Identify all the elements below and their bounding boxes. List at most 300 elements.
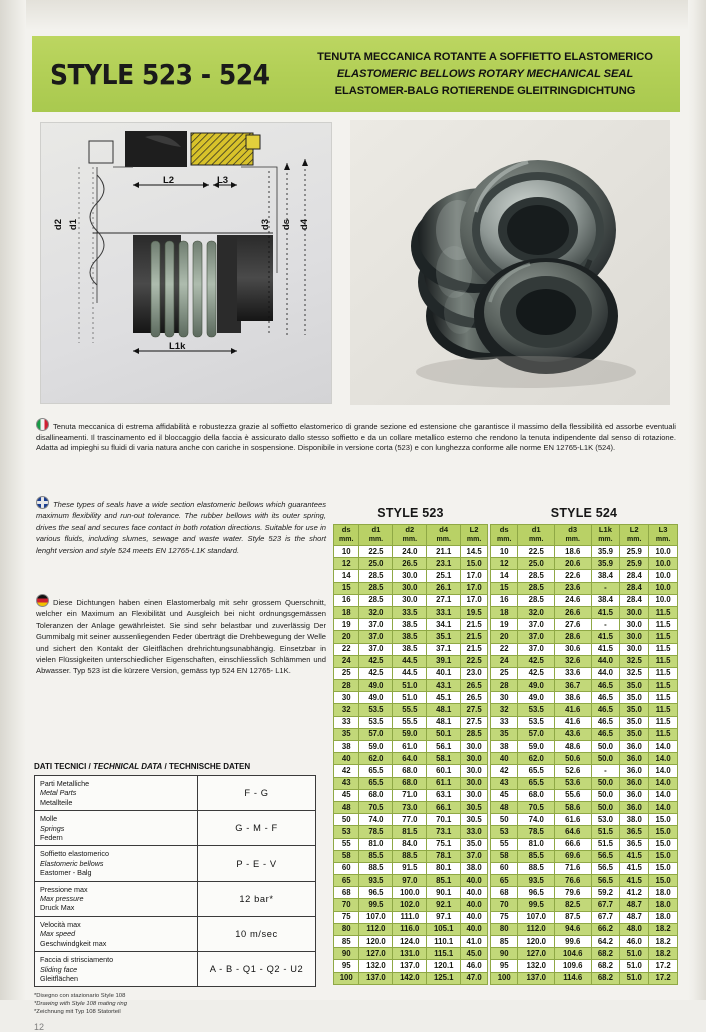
- table-523-cell-d4: 40.1: [427, 667, 461, 679]
- table-524-cell-L1k: 35.9: [591, 558, 620, 570]
- table-524-cell-d1: 68.0: [518, 789, 555, 801]
- table-524-cell-L3: 11.5: [649, 692, 678, 704]
- table-524-cell-L2: 46.0: [620, 936, 649, 948]
- table-524-cell-ds: 45: [491, 789, 518, 801]
- table-523-cell-d2: 24.0: [393, 546, 427, 558]
- table-523-cell-L2: 21.5: [461, 643, 488, 655]
- table-523-cell-d2: 131.0: [393, 948, 427, 960]
- table-524-cell-d1: 28.5: [518, 570, 555, 582]
- table-524-cell-d1: 112.0: [518, 923, 555, 935]
- table-523-row: [334, 667, 488, 679]
- table-524-row: [491, 765, 678, 777]
- table-523-cell-ds: 48: [334, 801, 359, 813]
- table-524-cell-L2: 35.0: [620, 704, 649, 716]
- table-524-cell-ds: 58: [491, 850, 518, 862]
- table-523-cell-d4: 34.1: [427, 619, 461, 631]
- table-524-title: STYLE 524: [550, 506, 618, 520]
- table-523-cell-ds: 15: [334, 582, 359, 594]
- banner-subtitle-en: ELASTOMERIC BELLOWS ROTARY MECHANICAL SEAL: [336, 67, 634, 80]
- table-524-row: [491, 923, 678, 935]
- technical-data-value: P - E - V: [198, 846, 316, 881]
- technical-data-row: [35, 811, 316, 846]
- table-524-row: [491, 753, 678, 765]
- table-524-cell-L3: 15.0: [649, 850, 678, 862]
- table-523-cell-ds: 80: [334, 923, 359, 935]
- table-524-cell-d1: 65.5: [518, 777, 555, 789]
- table-524-cell-ds: 12: [491, 558, 518, 570]
- table-524-cell-L1k: 59.2: [591, 887, 620, 899]
- table-523-cell-ds: 85: [334, 936, 359, 948]
- table-524-cell-d3: 50.6: [554, 753, 591, 765]
- table-523-cell-d2: 30.0: [393, 582, 427, 594]
- table-523-col-d4: d4 mm.: [427, 525, 461, 546]
- table-524-cell-L2: 25.9: [620, 558, 649, 570]
- technical-data-label: Velocità max Max speed Geschwindgkeit max: [35, 916, 198, 951]
- table-523-cell-d2: 84.0: [393, 838, 427, 850]
- table-523-cell-d2: 124.0: [393, 936, 427, 948]
- table-523-cell-d4: 27.1: [427, 594, 461, 606]
- table-524-header-row: [491, 525, 678, 546]
- table-523-cell-d1: 88.5: [359, 862, 393, 874]
- table-524-cell-d1: 37.0: [518, 631, 555, 643]
- table-524-cell-d3: 64.6: [554, 826, 591, 838]
- table-524-row: [491, 546, 678, 558]
- table-524-cell-L1k: 56.5: [591, 862, 620, 874]
- table-523-cell-d4: 63.1: [427, 789, 461, 801]
- technical-data-table: [34, 775, 316, 987]
- table-524-cell-ds: 60: [491, 862, 518, 874]
- table-524-cell-d1: 65.5: [518, 765, 555, 777]
- table-523-cell-d2: 59.0: [393, 728, 427, 740]
- table-523-row: [334, 546, 488, 558]
- table-524-cell-d1: 88.5: [518, 862, 555, 874]
- technical-data-label: Pressione max Max pressure Druck Max: [35, 881, 198, 916]
- table-524-cell-d3: 114.6: [554, 972, 591, 984]
- table-523-cell-L2: 22.5: [461, 655, 488, 667]
- table-524-cell-L3: 11.5: [649, 716, 678, 728]
- table-524-cell-d3: 61.6: [554, 814, 591, 826]
- table-523-row: [334, 777, 488, 789]
- table-524-cell-d1: 107.0: [518, 911, 555, 923]
- table-524-cell-L2: 48.7: [620, 899, 649, 911]
- table-523-row: [334, 801, 488, 813]
- table-523-cell-d2: 91.5: [393, 862, 427, 874]
- table-524-cell-L3: 15.0: [649, 875, 678, 887]
- table-523-cell-d4: 37.1: [427, 643, 461, 655]
- table-523-cell-d1: 120.0: [359, 936, 393, 948]
- table-523-header-row: [334, 525, 488, 546]
- table-523-cell-d1: 99.5: [359, 899, 393, 911]
- table-524-cell-d1: 49.0: [518, 692, 555, 704]
- table-524-row: [491, 594, 678, 606]
- table-523-cell-d2: 44.5: [393, 667, 427, 679]
- table-524-cell-L2: 41.5: [620, 875, 649, 887]
- table-524-cell-L2: 28.4: [620, 594, 649, 606]
- technical-data-row: [35, 881, 316, 916]
- table-524-cell-L3: 11.5: [649, 619, 678, 631]
- table-524-cell-L3: 15.0: [649, 862, 678, 874]
- table-523-row: [334, 936, 488, 948]
- table-524-cell-ds: 32: [491, 704, 518, 716]
- table-523-cell-L2: 40.0: [461, 899, 488, 911]
- table-523-cell-L2: 47.0: [461, 972, 488, 984]
- table-524-cell-d1: 74.0: [518, 814, 555, 826]
- table-523-cell-L2: 30.0: [461, 777, 488, 789]
- table-524-cell-d1: 120.0: [518, 936, 555, 948]
- table-524-cell-d3: 36.7: [554, 680, 591, 692]
- table-523-cell-d4: 110.1: [427, 936, 461, 948]
- table-524-cell-d3: 104.6: [554, 948, 591, 960]
- table-523-row: [334, 692, 488, 704]
- table-523-cell-d1: 49.0: [359, 692, 393, 704]
- table-524-cell-d3: 24.6: [554, 594, 591, 606]
- table-523-cell-d2: 61.0: [393, 741, 427, 753]
- table-524-cell-L1k: 68.2: [591, 972, 620, 984]
- technical-data-label: Parti Metalliche Metal Parts Metallteile: [35, 776, 198, 811]
- table-524-cell-ds: 65: [491, 875, 518, 887]
- table-523-cell-d4: 70.1: [427, 814, 461, 826]
- table-523-row: [334, 838, 488, 850]
- table-523-cell-L2: 17.0: [461, 594, 488, 606]
- table-524-cell-ds: 55: [491, 838, 518, 850]
- description-german: [36, 594, 326, 677]
- table-524-cell-d1: 22.5: [518, 546, 555, 558]
- table-524-cell-d3: 18.6: [554, 546, 591, 558]
- table-523-cell-d4: 50.1: [427, 728, 461, 740]
- table-523-cell-d1: 93.5: [359, 875, 393, 887]
- table-524-cell-L3: 10.0: [649, 582, 678, 594]
- table-523-cell-d4: 23.1: [427, 558, 461, 570]
- table-524-cell-L1k: 46.5: [591, 704, 620, 716]
- table-523-cell-L2: 35.0: [461, 838, 488, 850]
- table-524-row: [491, 826, 678, 838]
- tech-heading-sep-2: /: [162, 762, 169, 771]
- table-523-cell-L2: 23.0: [461, 667, 488, 679]
- table-524-cell-d3: 109.6: [554, 960, 591, 972]
- table-523-cell-d2: 51.0: [393, 680, 427, 692]
- table-524-row: [491, 582, 678, 594]
- table-524-cell-d1: 59.0: [518, 741, 555, 753]
- table-524-cell-L2: 36.0: [620, 765, 649, 777]
- dimension-table-524: [490, 524, 678, 985]
- table-523-cell-d1: 42.5: [359, 667, 393, 679]
- table-524-cell-ds: 100: [491, 972, 518, 984]
- table-523-cell-L2: 21.5: [461, 619, 488, 631]
- table-523-cell-d4: 25.1: [427, 570, 461, 582]
- table-524-cell-L2: 35.0: [620, 728, 649, 740]
- table-524-cell-L1k: -: [591, 582, 620, 594]
- table-523-cell-L2: 33.0: [461, 826, 488, 838]
- table-524-cell-ds: 30: [491, 692, 518, 704]
- table-524-cell-L2: 36.5: [620, 826, 649, 838]
- table-523-cell-d2: 97.0: [393, 875, 427, 887]
- table-524-row: [491, 680, 678, 692]
- table-523-row: [334, 753, 488, 765]
- table-523-cell-d2: 71.0: [393, 789, 427, 801]
- table-524-cell-L2: 30.0: [620, 631, 649, 643]
- table-524-cell-d3: 76.6: [554, 875, 591, 887]
- table-523-cell-ds: 42: [334, 765, 359, 777]
- table-524-cell-L1k: 41.5: [591, 606, 620, 618]
- table-523-cell-ds: 45: [334, 789, 359, 801]
- table-523-cell-d4: 92.1: [427, 899, 461, 911]
- description-italian-text: Tenuta meccanica di estrema affidabilità e robustezza grazie al soffietto elastomerico di grande sezione ed estensione che garantisce il massimo della flessibilità ed assorbe eventuali disallineamenti. Il trascinamento ed il bloccaggio della faccia è assicurato dallo stesso soffietto e da un collare metallico esterno che rendono la tenuta indipendente dal senso di rotazione. Adatta ad impieghi su fluidi di varia natura anche con cariche in sospensione. Disponibile in versione corta (523) e con lunghezza conforme alle norme EN 12765-L1K (524).: [36, 422, 676, 453]
- table-523-cell-L2: 38.0: [461, 862, 488, 874]
- table-523-cell-d1: 78.5: [359, 826, 393, 838]
- table-524-row: [491, 960, 678, 972]
- table-523-row: [334, 680, 488, 692]
- table-524-cell-ds: 33: [491, 716, 518, 728]
- table-524-cell-L3: 11.5: [649, 631, 678, 643]
- table-524-cell-d3: 48.6: [554, 741, 591, 753]
- table-524-cell-L3: 14.0: [649, 741, 678, 753]
- table-524-cell-L1k: 35.9: [591, 546, 620, 558]
- table-523-row: [334, 606, 488, 618]
- seal-photo-svg: [350, 120, 670, 405]
- footnote: *Drawing with Style 108 mating ring: [34, 1001, 127, 1008]
- banner-subtitle-it: TENUTA MECCANICA ROTANTE A SOFFIETTO ELASTOMERICO: [317, 50, 653, 63]
- table-523-cell-ds: 40: [334, 753, 359, 765]
- table-524-cell-L2: 48.0: [620, 923, 649, 935]
- table-523-cell-d1: 65.5: [359, 777, 393, 789]
- table-524-cell-ds: 35: [491, 728, 518, 740]
- dimension-table-524-wrapper: [490, 506, 678, 985]
- seal-cross-section-svg: [41, 123, 331, 403]
- table-524-cell-L3: 17.2: [649, 960, 678, 972]
- table-523-row: [334, 716, 488, 728]
- description-english-text: These types of seals have a wide section elastomeric bellows which guarantees maximum flexibility and run-out tolerance. The rubber bellows with its outer spring, drives the seal and secures face contact in both rotation directions. Suitable for use in various fluids, including slumes, sewage and waste water. Style 523 is the short lenght version and style 524 meets EN 12765-L1K standard.: [36, 500, 326, 555]
- table-524-cell-L3: 18.2: [649, 948, 678, 960]
- table-523-cell-L2: 21.5: [461, 631, 488, 643]
- table-524-cell-d1: 57.0: [518, 728, 555, 740]
- table-524-row: [491, 655, 678, 667]
- table-524-cell-L2: 41.5: [620, 862, 649, 874]
- table-524-cell-d1: 42.5: [518, 667, 555, 679]
- table-524-cell-ds: 43: [491, 777, 518, 789]
- table-524-col-L1k: L1k mm.: [591, 525, 620, 546]
- table-524-cell-d1: 78.5: [518, 826, 555, 838]
- tech-heading-it: DATI TECNICI: [34, 762, 87, 771]
- table-524-col-ds: ds mm.: [491, 525, 518, 546]
- table-523-cell-d1: 28.5: [359, 582, 393, 594]
- table-523-cell-d1: 22.5: [359, 546, 393, 558]
- table-524-cell-d1: 127.0: [518, 948, 555, 960]
- table-524-cell-d3: 27.6: [554, 619, 591, 631]
- table-524-cell-L3: 10.0: [649, 546, 678, 558]
- table-524-cell-L2: 30.0: [620, 643, 649, 655]
- table-523-cell-ds: 75: [334, 911, 359, 923]
- table-524-cell-L3: 14.0: [649, 801, 678, 813]
- table-523-cell-d1: 65.5: [359, 765, 393, 777]
- technical-data-value: A - B - Q1 - Q2 - U2: [198, 952, 316, 987]
- table-523-cell-L2: 17.0: [461, 582, 488, 594]
- table-523-row: [334, 826, 488, 838]
- technical-data-value: 10 m/sec: [198, 916, 316, 951]
- table-523-row: [334, 704, 488, 716]
- table-524-cell-L1k: 50.0: [591, 801, 620, 813]
- technical-drawing: [40, 122, 332, 404]
- table-523-cell-d1: 132.0: [359, 960, 393, 972]
- table-524-row: [491, 875, 678, 887]
- table-523-cell-L2: 27.5: [461, 716, 488, 728]
- table-523-row: [334, 875, 488, 887]
- table-523-cell-d2: 51.0: [393, 692, 427, 704]
- table-523-cell-d1: 96.5: [359, 887, 393, 899]
- table-523-cell-d4: 56.1: [427, 741, 461, 753]
- table-524-cell-L1k: 41.5: [591, 631, 620, 643]
- table-524-cell-L1k: 46.5: [591, 716, 620, 728]
- table-524-cell-L1k: 50.0: [591, 753, 620, 765]
- table-523-col-d2: d2 mm.: [393, 525, 427, 546]
- banner-subtitle-de: ELASTOMER-BALG ROTIERENDE GLEITRINGDICHTUNG: [334, 84, 636, 97]
- table-524-cell-ds: 40: [491, 753, 518, 765]
- table-524-cell-d3: 69.6: [554, 850, 591, 862]
- table-523-cell-d4: 21.1: [427, 546, 461, 558]
- table-524-row: [491, 936, 678, 948]
- table-523-cell-d1: 107.0: [359, 911, 393, 923]
- table-524-cell-L1k: 64.2: [591, 936, 620, 948]
- table-523-cell-L2: 14.5: [461, 546, 488, 558]
- table-524-cell-L3: 15.0: [649, 838, 678, 850]
- table-523-cell-d4: 105.1: [427, 923, 461, 935]
- table-523-cell-L2: 30.5: [461, 814, 488, 826]
- table-523-cell-ds: 12: [334, 558, 359, 570]
- technical-data-label: Faccia di strisciamento Sliding face Gleitflächen: [35, 952, 198, 987]
- table-524-cell-L1k: -: [591, 765, 620, 777]
- table-524-cell-d3: 82.5: [554, 899, 591, 911]
- table-523-cell-d1: 37.0: [359, 619, 393, 631]
- table-523-cell-ds: 53: [334, 826, 359, 838]
- table-523-cell-d2: 142.0: [393, 972, 427, 984]
- table-524-cell-L1k: 46.5: [591, 728, 620, 740]
- table-523-cell-ds: 16: [334, 594, 359, 606]
- table-523-row: [334, 631, 488, 643]
- table-523-cell-d4: 78.1: [427, 850, 461, 862]
- table-524-cell-L3: 18.2: [649, 923, 678, 935]
- table-524-cell-ds: 95: [491, 960, 518, 972]
- table-524-cell-L1k: 46.5: [591, 692, 620, 704]
- table-524-cell-L2: 32.5: [620, 655, 649, 667]
- table-524-cell-L2: 28.4: [620, 582, 649, 594]
- table-524-cell-ds: 85: [491, 936, 518, 948]
- table-523-cell-d2: 30.0: [393, 594, 427, 606]
- table-524-cell-ds: 22: [491, 643, 518, 655]
- table-524-cell-ds: 18: [491, 606, 518, 618]
- table-524-cell-L1k: 50.0: [591, 741, 620, 753]
- table-524-cell-L2: 36.0: [620, 741, 649, 753]
- table-524-cell-L3: 11.5: [649, 667, 678, 679]
- table-523-cell-ds: 55: [334, 838, 359, 850]
- table-524-cell-L1k: 56.5: [591, 850, 620, 862]
- dim-label-L1k: L1k: [169, 341, 186, 352]
- table-524-cell-d1: 132.0: [518, 960, 555, 972]
- table-523-cell-d4: 60.1: [427, 765, 461, 777]
- technical-data-value: G - M - F: [198, 811, 316, 846]
- table-523-cell-d1: 74.0: [359, 814, 393, 826]
- table-524-cell-L2: 28.4: [620, 570, 649, 582]
- table-523-cell-d2: 68.0: [393, 777, 427, 789]
- table-523-cell-L2: 30.0: [461, 765, 488, 777]
- table-523-row: [334, 814, 488, 826]
- table-524-row: [491, 838, 678, 850]
- table-523-cell-ds: 50: [334, 814, 359, 826]
- table-524-row: [491, 606, 678, 618]
- table-524-cell-d3: 41.6: [554, 704, 591, 716]
- scan-edge-left: [0, 0, 26, 1000]
- description-german-text: Diese Dichtungen haben einen Elastomerbalg mit sehr grossem Querschnitt, welcher ein Maximum an Flexibilität und Ausgleich bei nicht ordnungsgemässen Toleranzen der Anlage gewährleistet. Sie sind sehr belastbar und zuverlässig Der Gummibalg mit seiner aussenliegenden Feder überträgt die Drehbewegung der Welle und sichert den Kontakt der Gleitflächen drehrichtungsunabhängig. Einsetzbar in vielen Flüssigkeiten unterschiedlicher Eigenschaften, einschliesslich Schlämmen und Abwasser. Typ 523 ist die kürzere Version, gemäss typ 524 EN 12765- L1K.: [36, 598, 326, 676]
- table-523-cell-ds: 43: [334, 777, 359, 789]
- table-524-cell-L3: 18.2: [649, 936, 678, 948]
- table-523-cell-ds: 35: [334, 728, 359, 740]
- table-524-cell-ds: 10: [491, 546, 518, 558]
- table-523-cell-ds: 18: [334, 606, 359, 618]
- table-523-cell-d2: 77.0: [393, 814, 427, 826]
- table-524-row: [491, 667, 678, 679]
- table-523-row: [334, 960, 488, 972]
- table-524-cell-d1: 85.5: [518, 850, 555, 862]
- table-523-cell-ds: 30: [334, 692, 359, 704]
- table-524-cell-ds: 38: [491, 741, 518, 753]
- table-524-row: [491, 692, 678, 704]
- table-523-row: [334, 570, 488, 582]
- table-524-cell-L2: 35.0: [620, 716, 649, 728]
- table-524-row: [491, 862, 678, 874]
- table-524-cell-L2: 38.0: [620, 814, 649, 826]
- table-523-row: [334, 911, 488, 923]
- table-524-cell-ds: 90: [491, 948, 518, 960]
- table-523-cell-d1: 62.0: [359, 753, 393, 765]
- table-524-cell-L3: 18.0: [649, 899, 678, 911]
- table-524-cell-d3: 99.6: [554, 936, 591, 948]
- table-523-cell-ds: 100: [334, 972, 359, 984]
- technical-data-heading: [34, 762, 319, 771]
- table-524-cell-L2: 35.0: [620, 680, 649, 692]
- table-523-cell-ds: 58: [334, 850, 359, 862]
- table-523-row: [334, 887, 488, 899]
- table-524-cell-L3: 10.0: [649, 558, 678, 570]
- table-524-cell-L2: 51.0: [620, 972, 649, 984]
- technical-data-value: F - G: [198, 776, 316, 811]
- table-523-cell-d2: 116.0: [393, 923, 427, 935]
- dim-label-L3: L3: [217, 175, 229, 186]
- table-524-cell-L3: 11.5: [649, 655, 678, 667]
- table-523-cell-d2: 38.5: [393, 631, 427, 643]
- table-523-cell-d4: 125.1: [427, 972, 461, 984]
- table-524-cell-d1: 137.0: [518, 972, 555, 984]
- table-523-row: [334, 850, 488, 862]
- table-523-cell-d2: 55.5: [393, 704, 427, 716]
- table-523-col-d1: d1 mm.: [359, 525, 393, 546]
- table-524-cell-d3: 33.6: [554, 667, 591, 679]
- table-524-cell-L3: 14.0: [649, 789, 678, 801]
- table-524-cell-L3: 17.2: [649, 972, 678, 984]
- table-523-cell-d4: 45.1: [427, 692, 461, 704]
- table-523-row: [334, 558, 488, 570]
- table-524-cell-L1k: 44.0: [591, 667, 620, 679]
- table-523-cell-d2: 55.5: [393, 716, 427, 728]
- table-524-cell-ds: 48: [491, 801, 518, 813]
- table-523-cell-d1: 42.5: [359, 655, 393, 667]
- table-523-cell-ds: 65: [334, 875, 359, 887]
- table-524-col-L2: L2 mm.: [620, 525, 649, 546]
- table-523-cell-d1: 112.0: [359, 923, 393, 935]
- table-523-row: [334, 789, 488, 801]
- table-523-cell-d1: 37.0: [359, 643, 393, 655]
- table-523-cell-d2: 38.5: [393, 643, 427, 655]
- table-523-cell-ds: 22: [334, 643, 359, 655]
- table-523-cell-L2: 30.5: [461, 801, 488, 813]
- table-523-cell-d2: 33.5: [393, 606, 427, 618]
